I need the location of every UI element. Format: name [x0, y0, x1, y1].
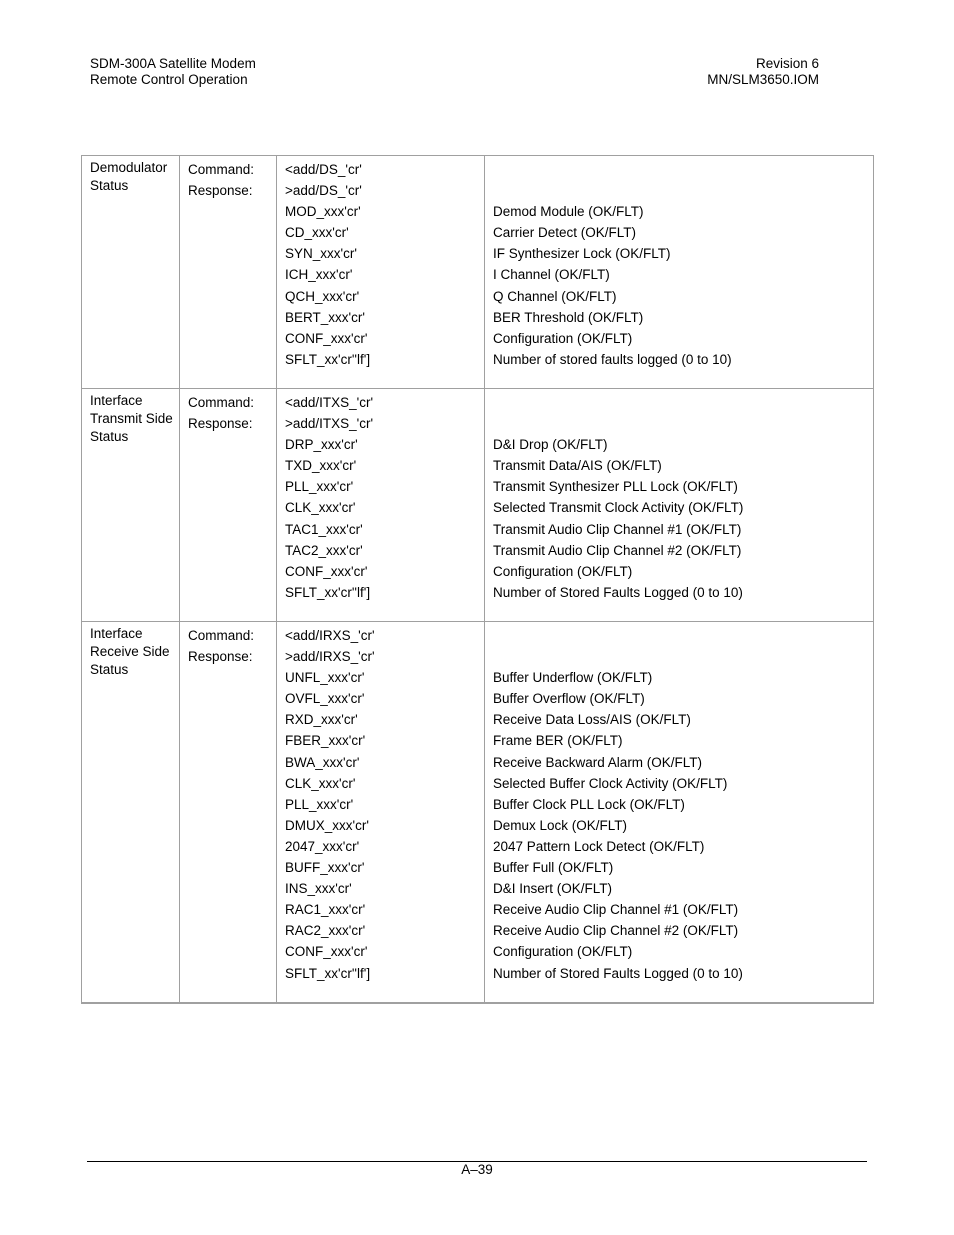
response-field-code: PLL_xxx'cr'	[285, 796, 354, 812]
command-label: Command:	[188, 162, 255, 177]
status-name-line: Status	[90, 662, 129, 677]
response-field-code: BWA_xxx'cr'	[285, 754, 360, 770]
description-cell	[485, 156, 874, 389]
response-field-code: PLL_xxx'cr'	[285, 479, 354, 495]
response-label: Response:	[188, 649, 253, 665]
response-field-code: MOD_xxx'cr'	[285, 204, 361, 220]
command-label: Command:	[188, 395, 255, 410]
response-field-code: CLK_xxx'cr'	[285, 500, 356, 516]
response-field-description: Selected Transmit Clock Activity (OK/FLT)	[493, 500, 744, 516]
response-field-code: FBER_xxx'cr'	[285, 733, 366, 749]
response-field-code: UNFL_xxx'cr'	[285, 670, 365, 686]
response-field-description: Buffer Overflow (OK/FLT)	[493, 691, 645, 707]
response-field-code: SFLT_xx'cr''lf']	[285, 965, 371, 981]
response-field-description: Q Channel (OK/FLT)	[493, 288, 617, 304]
response-field-description: D&I Drop (OK/FLT)	[493, 437, 608, 453]
response-field-description: Transmit Synthesizer PLL Lock (OK/FLT)	[493, 479, 738, 495]
response-field-code: 2047_xxx'cr'	[285, 838, 360, 854]
label-cell	[180, 389, 277, 622]
response-field-description: Carrier Detect (OK/FLT)	[493, 225, 637, 241]
response-syntax: >add/ITXS_'cr'	[285, 416, 374, 432]
syntax-cell	[277, 622, 485, 1004]
response-field-code: OVFL_xxx'cr'	[285, 691, 365, 707]
response-field-description: Demod Module (OK/FLT)	[493, 204, 644, 220]
spacer	[493, 625, 865, 646]
status-name-line: Receive Side	[90, 644, 170, 659]
description-cell	[485, 622, 874, 1004]
command-table	[81, 155, 874, 1004]
status-name-line: Status	[90, 178, 129, 193]
command-syntax: <add/DS_'cr'	[285, 162, 362, 177]
status-name-line: Status	[90, 429, 129, 444]
response-field-description: Buffer Full (OK/FLT)	[493, 860, 614, 876]
response-field-code: CONF_xxx'cr'	[285, 944, 368, 960]
response-field-code: SFLT_xx'cr''lf']	[285, 351, 371, 367]
response-field-code: SFLT_xx'cr''lf']	[285, 584, 371, 600]
response-field-code: RAC2_xxx'cr'	[285, 923, 366, 939]
status-name-line: Transmit Side	[90, 411, 173, 426]
response-field-description: Transmit Audio Clip Channel #1 (OK/FLT)	[493, 521, 742, 537]
response-field-code: CD_xxx'cr'	[285, 225, 349, 241]
response-field-code: RXD_xxx'cr'	[285, 712, 358, 728]
table-row	[82, 389, 874, 622]
response-field-code: TAC2_xxx'cr'	[285, 542, 363, 558]
response-field-description: Configuration (OK/FLT)	[493, 563, 633, 579]
response-field-code: BERT_xxx'cr'	[285, 309, 365, 325]
response-field-code: ICH_xxx'cr'	[285, 267, 353, 283]
spacer	[493, 159, 865, 180]
response-field-description: Receive Backward Alarm (OK/FLT)	[493, 754, 703, 770]
response-field-description: Receive Data Loss/AIS (OK/FLT)	[493, 712, 691, 728]
command-syntax: <add/IRXS_'cr'	[285, 628, 375, 643]
response-field-description: D&I Insert (OK/FLT)	[493, 881, 613, 897]
response-field-description: 2047 Pattern Lock Detect (OK/FLT)	[493, 838, 705, 854]
response-field-description: Number of Stored Faults Logged (0 to 10)	[493, 965, 743, 981]
syntax-cell	[277, 156, 485, 389]
response-field-description: Number of stored faults logged (0 to 10)	[493, 351, 732, 367]
response-field-description: Configuration (OK/FLT)	[493, 330, 633, 346]
response-field-code: DRP_xxx'cr'	[285, 437, 358, 453]
spacer	[493, 392, 865, 413]
description-cell	[485, 389, 874, 622]
response-field-description: Transmit Audio Clip Channel #2 (OK/FLT)	[493, 542, 742, 558]
response-field-description: Buffer Clock PLL Lock (OK/FLT)	[493, 796, 685, 812]
response-field-code: TAC1_xxx'cr'	[285, 521, 363, 537]
page-header-right	[707, 56, 819, 88]
response-field-code: CLK_xxx'cr'	[285, 775, 356, 791]
table-row	[82, 622, 874, 1004]
response-field-description: Selected Buffer Clock Activity (OK/FLT)	[493, 775, 728, 791]
response-field-description: IF Synthesizer Lock (OK/FLT)	[493, 246, 671, 262]
response-field-description: Transmit Data/AIS (OK/FLT)	[493, 458, 662, 474]
status-name-line: Demodulator	[90, 160, 168, 175]
response-field-code: RAC1_xxx'cr'	[285, 902, 366, 918]
response-label: Response:	[188, 183, 253, 199]
page-number: A–39	[461, 1162, 493, 1177]
response-field-description: Buffer Underflow (OK/FLT)	[493, 670, 653, 686]
spacer	[493, 413, 865, 434]
response-field-description: I Channel (OK/FLT)	[493, 267, 610, 283]
command-syntax: <add/ITXS_'cr'	[285, 395, 374, 410]
command-label: Command:	[188, 628, 255, 643]
status-name-cell	[82, 389, 180, 622]
response-field-description: Demux Lock (OK/FLT)	[493, 817, 628, 833]
header-revision: Revision 6	[755, 56, 819, 71]
response-field-code: QCH_xxx'cr'	[285, 288, 360, 304]
header-document-id: MN/SLM3650.IOM	[707, 72, 819, 87]
header-product-title: SDM-300A Satellite Modem	[90, 56, 256, 71]
response-field-code: INS_xxx'cr'	[285, 881, 352, 897]
response-field-code: CONF_xxx'cr'	[285, 563, 368, 579]
label-cell	[180, 622, 277, 1004]
header-section-title: Remote Control Operation	[90, 72, 248, 87]
response-field-description: Number of Stored Faults Logged (0 to 10)	[493, 584, 743, 600]
spacer	[493, 180, 865, 201]
spacer	[493, 646, 865, 667]
table-row	[82, 156, 874, 389]
status-name-line: Interface	[90, 393, 143, 408]
response-field-code: TXD_xxx'cr'	[285, 458, 357, 474]
response-field-description: Configuration (OK/FLT)	[493, 944, 633, 960]
syntax-cell	[277, 389, 485, 622]
response-field-description: Frame BER (OK/FLT)	[493, 733, 623, 749]
command-table-body	[82, 156, 874, 1004]
status-name-cell	[82, 156, 180, 389]
response-field-code: CONF_xxx'cr'	[285, 330, 368, 346]
page-header-left	[90, 56, 256, 88]
status-name-line: Interface	[90, 626, 143, 641]
response-field-description: Receive Audio Clip Channel #2 (OK/FLT)	[493, 923, 739, 939]
status-name-cell	[82, 622, 180, 1004]
response-syntax: >add/DS_'cr'	[285, 183, 362, 199]
response-syntax: >add/IRXS_'cr'	[285, 649, 375, 665]
label-cell	[180, 156, 277, 389]
response-field-code: BUFF_xxx'cr'	[285, 860, 365, 876]
response-field-code: DMUX_xxx'cr'	[285, 817, 369, 833]
response-field-description: Receive Audio Clip Channel #1 (OK/FLT)	[493, 902, 739, 918]
response-field-description: BER Threshold (OK/FLT)	[493, 309, 644, 325]
response-label: Response:	[188, 416, 253, 432]
response-field-code: SYN_xxx'cr'	[285, 246, 357, 262]
